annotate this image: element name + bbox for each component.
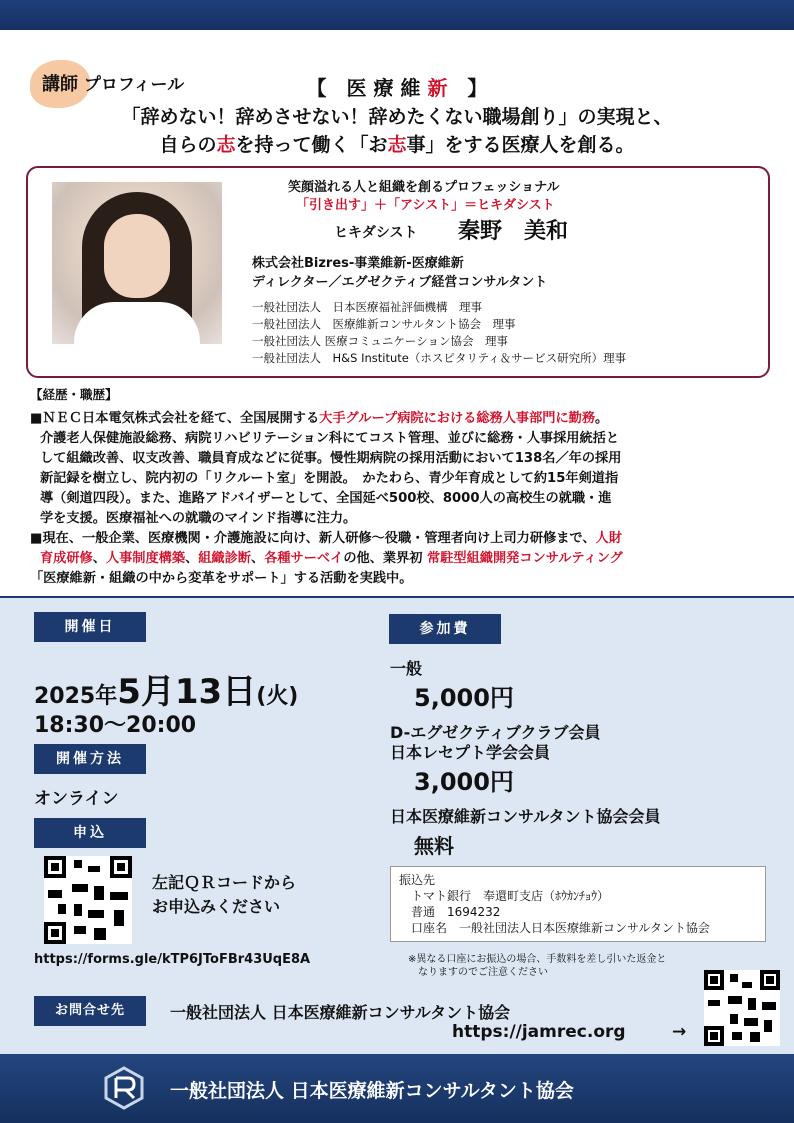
- career-p2-line2: 育成研修、人事制度構築、組織診断、各種サーベイの他、業界初 常駐型組織開発コンサルティング: [40, 551, 623, 566]
- fee-member-price: 3,000円: [414, 768, 514, 796]
- fee-assoc: 日本医療維新コンサルタント協会会員: [390, 807, 661, 826]
- contact-url[interactable]: https://jamrec.org: [452, 1022, 626, 1042]
- apply-qr-code[interactable]: [44, 856, 132, 944]
- profile-tagline-red: 「引き出す」＋「アシスト」＝ヒキダシスト: [296, 198, 555, 213]
- career-p1-line2: して組織改善、収支改善、職員育成などに従事。慢性期病院の採用活動において138名／年の採用: [40, 451, 622, 466]
- career-p2-line1: ■現在、一般企業、医療機関・介護施設に向け、新人研修～役職・管理者向け上司力研修まで、人財: [30, 531, 622, 546]
- profile-role: ヒキダシスト: [334, 225, 418, 241]
- position-4: 一般社団法人 H&S Institute（ホスピタリティ＆サービス研究所）理事: [252, 351, 627, 365]
- top-bar: [0, 0, 794, 30]
- apply-url[interactable]: https://forms.gle/kTP6JToFBr43UqE8A: [34, 952, 311, 967]
- profile-company2: ディレクター／エグゼクティブ経営コンサルタント: [252, 275, 548, 290]
- arrow-icon: →: [672, 1022, 687, 1042]
- subtitle-line1: 「辞めない！辞めさせない！辞めたくない職場創り」の実現と、: [121, 106, 673, 128]
- association-logo-icon: [102, 1066, 146, 1110]
- date-label: 開催日: [34, 612, 146, 642]
- subtitle-line2: 自らの志を持って働く「お志事」をする医療人を創る。: [159, 134, 635, 156]
- position-2: 一般社団法人 医療維新コンサルタント協会 理事: [252, 317, 516, 331]
- fee-label: 参加費: [389, 614, 501, 644]
- position-3: 一般社団法人 医療コミュニケーション協会 理事: [252, 334, 508, 348]
- career-p2-line3: 「医療維新・組織の中から変革をサポート」する活動を実践中。: [30, 571, 413, 586]
- bank-transfer-box: [390, 866, 766, 942]
- fee-general-price: 5,000円: [414, 684, 514, 712]
- contact-label: お問合せ先: [34, 996, 146, 1026]
- fee-member2: 日本レセプト学会会員: [390, 743, 551, 762]
- page-title: 【 医 療 維 新 】: [306, 76, 488, 100]
- tag-bold: 講師: [42, 74, 78, 95]
- fee-member1: D-エグゼクティブクラブ会員: [390, 723, 601, 742]
- career-p1-line4: 導（剣道四段）。また、進路アドバイザーとして、全国延べ500校、8000人の高校生の就職・進: [40, 491, 612, 506]
- tag-rest: プロフィール: [83, 75, 185, 95]
- bank-note1: ※異なる口座にお振込の場合、手数料を差し引いた返金と: [408, 954, 667, 965]
- career-p1-line3: 新記録を樹立し、院内初の「リクルート室」を開設。 かたわら、青少年育成として約15年剣道指: [40, 471, 619, 486]
- event-time: 18:30～20:00: [34, 713, 197, 738]
- bank-line: 口座名 一般社団法人日本医療維新コンサルタント協会: [399, 921, 710, 935]
- bank-line: トマト銀行 奉還町支店（ﾎｳｶﾝﾁｮｳ）: [399, 889, 610, 903]
- lecturer-photo: [52, 182, 222, 344]
- bank-line: 振込先: [399, 873, 436, 887]
- fee-general: 一般: [390, 659, 423, 678]
- event-method: オンライン: [34, 789, 119, 809]
- bank-note2: なりますのでご注意ください: [408, 967, 548, 978]
- profile-name: 秦野 美和: [458, 219, 569, 244]
- method-label: 開催方法: [34, 744, 146, 774]
- apply-text2: お申込みください: [152, 897, 281, 916]
- career-p1-line1: 介護老人保健施設総務、病院リハビリテーション科にてコスト管理、並びに総務・人事採用統括と: [40, 431, 620, 446]
- career-p1-line5: 学を支援。医療福祉への就職のマインド指導に注力。: [40, 511, 357, 526]
- profile-company1: 株式会社Bizres-事業維新-医療維新: [252, 256, 464, 271]
- bank-line: 普通 1694232: [399, 905, 501, 919]
- contact-org: 一般社団法人 日本医療維新コンサルタント協会: [170, 1003, 511, 1022]
- apply-text1: 左記ＱＲコードから: [152, 873, 297, 892]
- profile-tagline: 笑顔溢れる人と組織を創るプロフェッショナル: [288, 180, 560, 195]
- fee-assoc-price: 無料: [414, 834, 454, 858]
- career-heading: 【経歴・職歴】: [30, 387, 118, 402]
- apply-label: 申込: [34, 818, 146, 848]
- position-1: 一般社団法人 日本医療福祉評価機構 理事: [252, 300, 482, 314]
- event-date: 2025年5月13日(火): [34, 672, 299, 712]
- career-p1-line0: ■ＮＥＣ日本電気株式会社を経て、全国展開する大手グループ病院における総務人事部門に勤務。: [30, 411, 609, 426]
- footer-org: 一般社団法人 日本医療維新コンサルタント協会: [170, 1080, 574, 1102]
- contact-qr-code[interactable]: [704, 970, 780, 1046]
